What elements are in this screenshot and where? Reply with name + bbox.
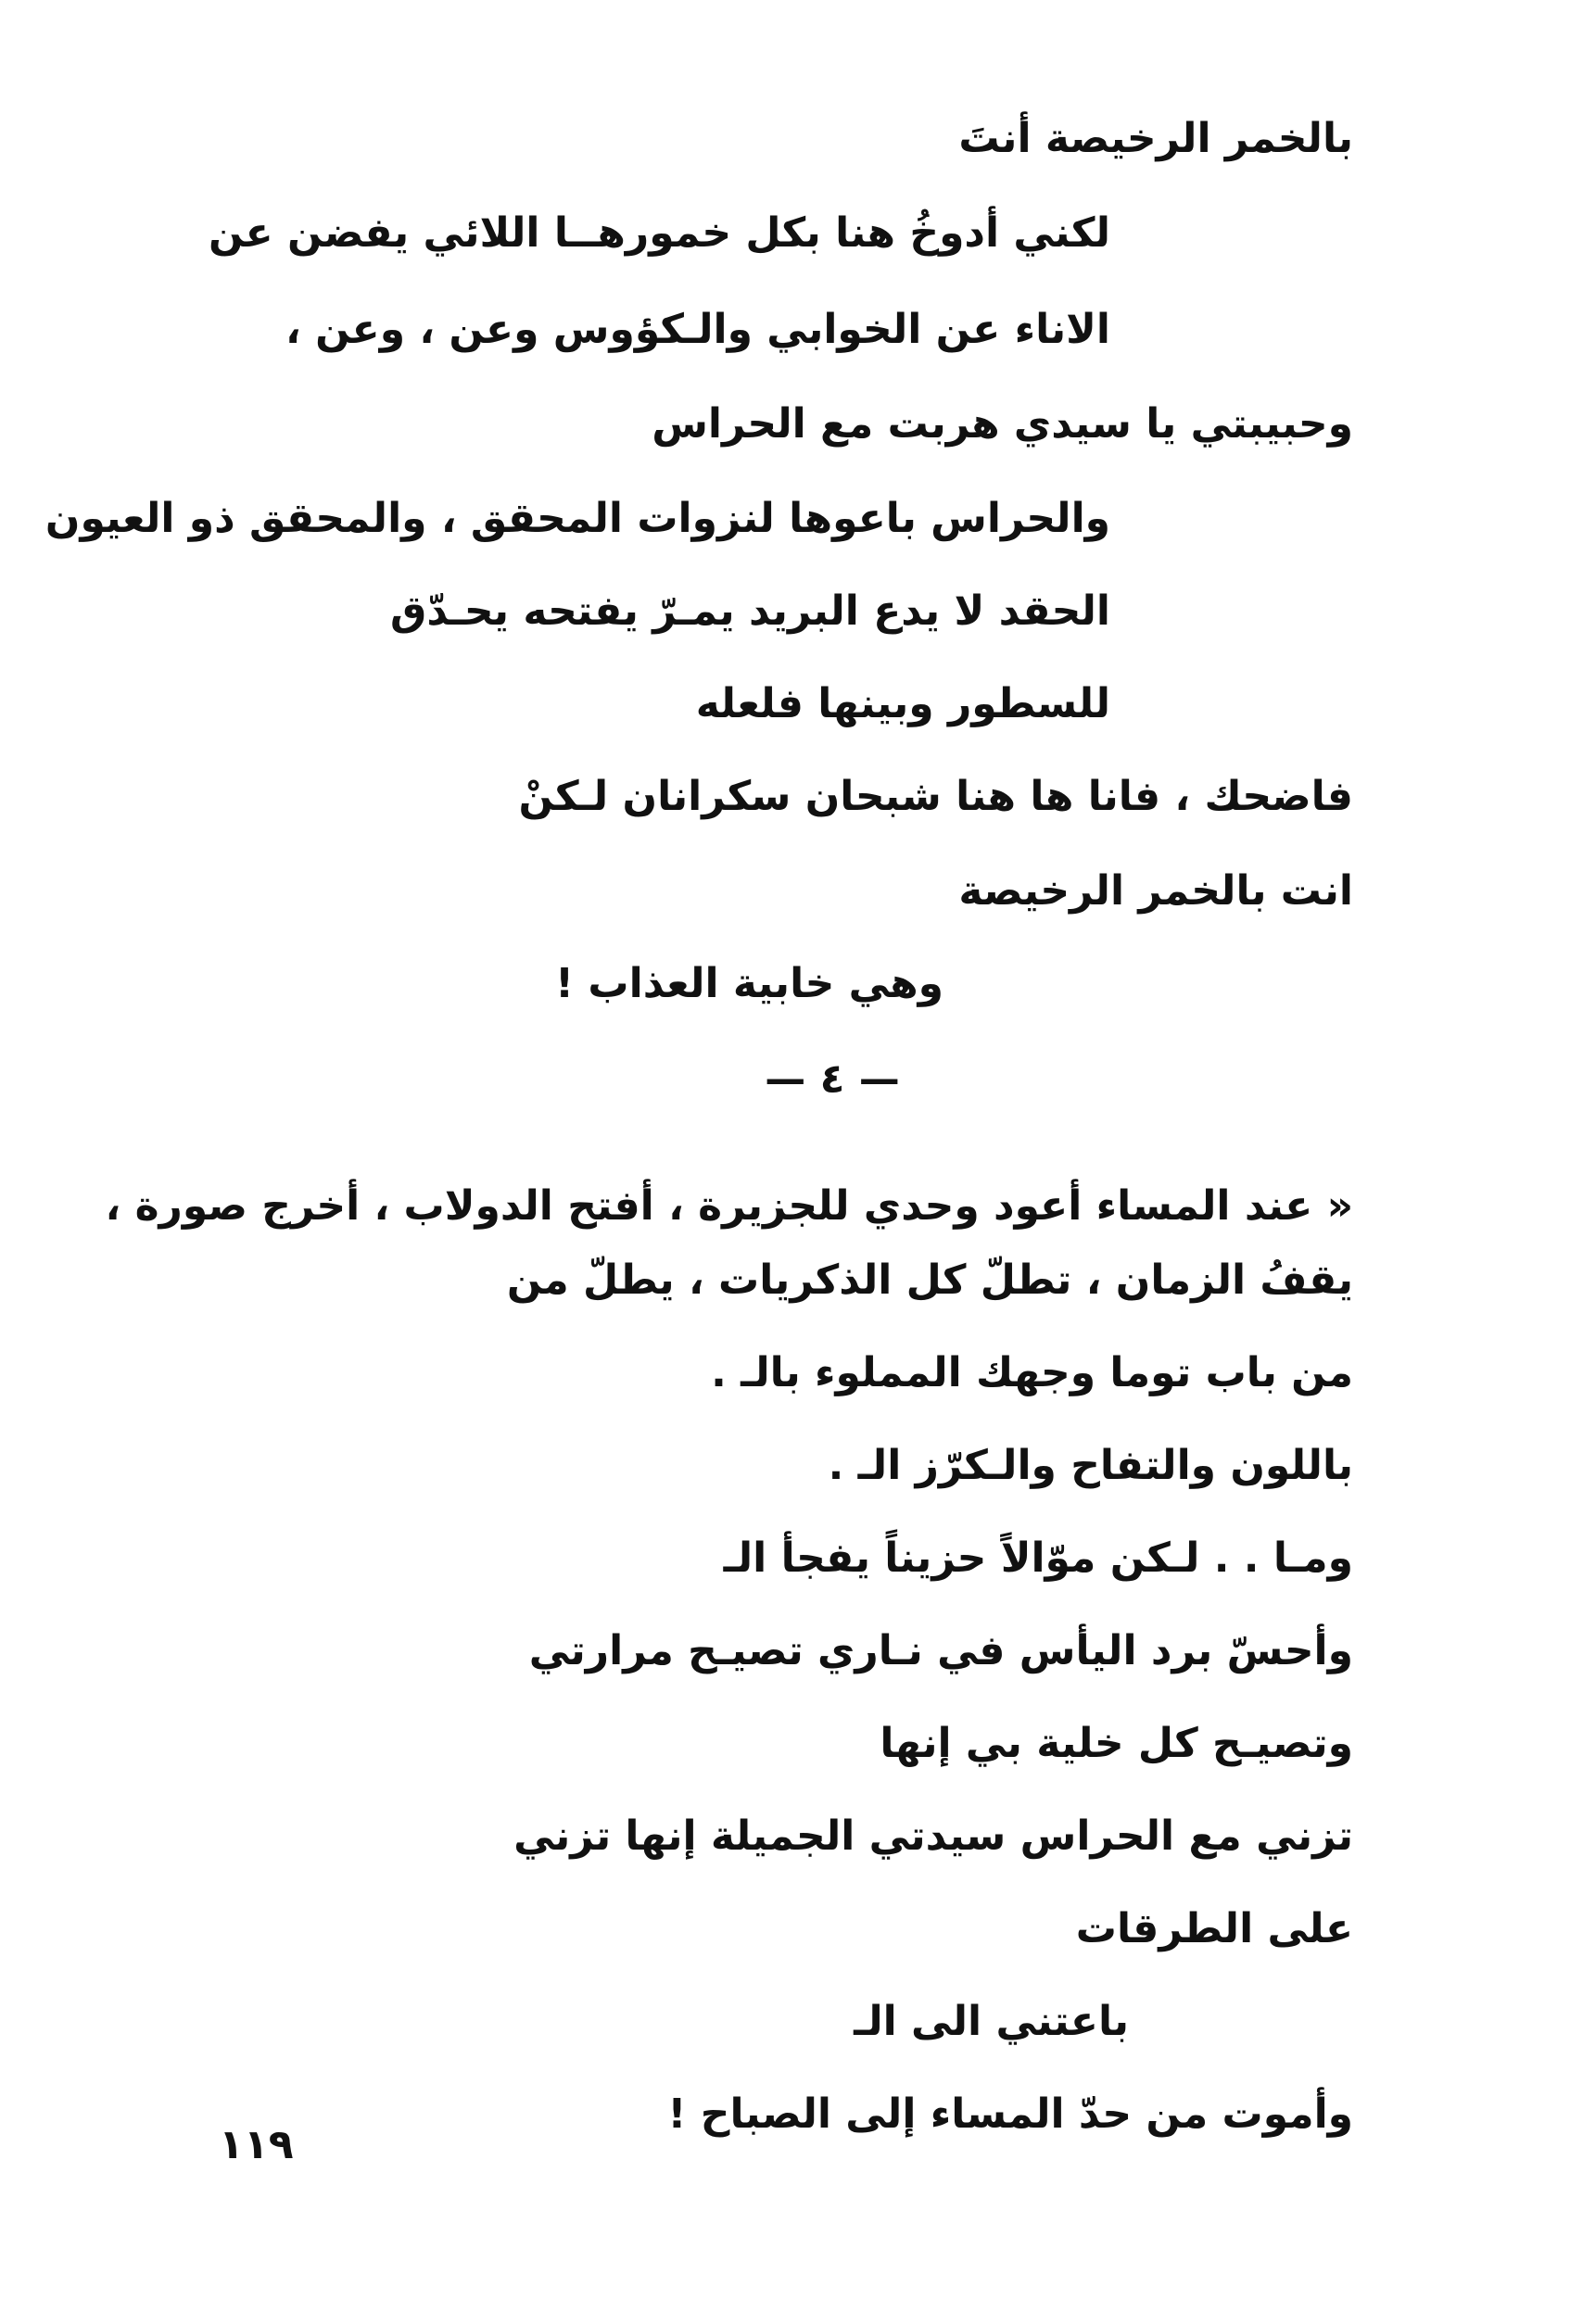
poem-line: وأحسّ برد اليأس في نـاري تصيـح مرارتي bbox=[528, 1627, 1353, 1674]
section-number: — ٤ — bbox=[765, 1055, 900, 1103]
poem-line: وتصيـح كل خلية بي إنها bbox=[880, 1720, 1353, 1767]
poem-line: الحقد لا يدع البريد يمـرّ يفتحه يحـدّق bbox=[390, 587, 1110, 635]
poem-line: من باب توما وجهك المملوء بالـ . bbox=[711, 1349, 1353, 1396]
poem-line: وأموت من حدّ المساء إلى الصباح ! bbox=[667, 2090, 1353, 2138]
poem-line: وحبيبتي يا سيدي هربت مع الحراس bbox=[652, 400, 1353, 448]
poem-line: للسطور وبينها فلعله bbox=[695, 680, 1110, 727]
poem-line: بالخمر الرخيصة أنتَ bbox=[958, 115, 1353, 162]
poem-line: لكني أدوخُ هنا بكل خمورهــا اللائي يفضن عن bbox=[209, 209, 1110, 257]
poem-line: « عند المساء أعود وحدي للجزيرة ، أفتح الدولاب ، أخرج صورة ، bbox=[105, 1182, 1353, 1230]
poem-line: باللون والتفاح والـكرّز الـ . bbox=[828, 1442, 1353, 1489]
poem-line: انت بالخمر الرخيصة bbox=[958, 867, 1353, 915]
poem-line: فاضحك ، فانا ها هنا شبحان سكرانان لـكنْ bbox=[518, 773, 1353, 820]
poem-line: تزني مع الحراس سيدتي الجميلة إنها تزني bbox=[513, 1812, 1353, 1860]
poem-line: والحراس باعوها لنزوات المحقق ، والمحقق ذو العيون bbox=[44, 495, 1110, 542]
page-number: ١١٩ bbox=[219, 2121, 294, 2168]
poem-line: على الطرقات bbox=[1075, 1905, 1353, 1952]
poem-line: وهي خابية العذاب ! bbox=[555, 960, 943, 1007]
poem-line: الاناء عن الخوابي والـكؤوس وعن ، وعن ، bbox=[285, 306, 1110, 353]
poem-line: باعتني الى الـ bbox=[854, 1998, 1129, 2045]
poem-line: يقفُ الزمان ، تطلّ كل الذكريات ، يطلّ من bbox=[506, 1257, 1353, 1304]
poem-line: ومـا . . لـكن موّالاً حزيناً يفجأ الـ bbox=[723, 1535, 1353, 1582]
